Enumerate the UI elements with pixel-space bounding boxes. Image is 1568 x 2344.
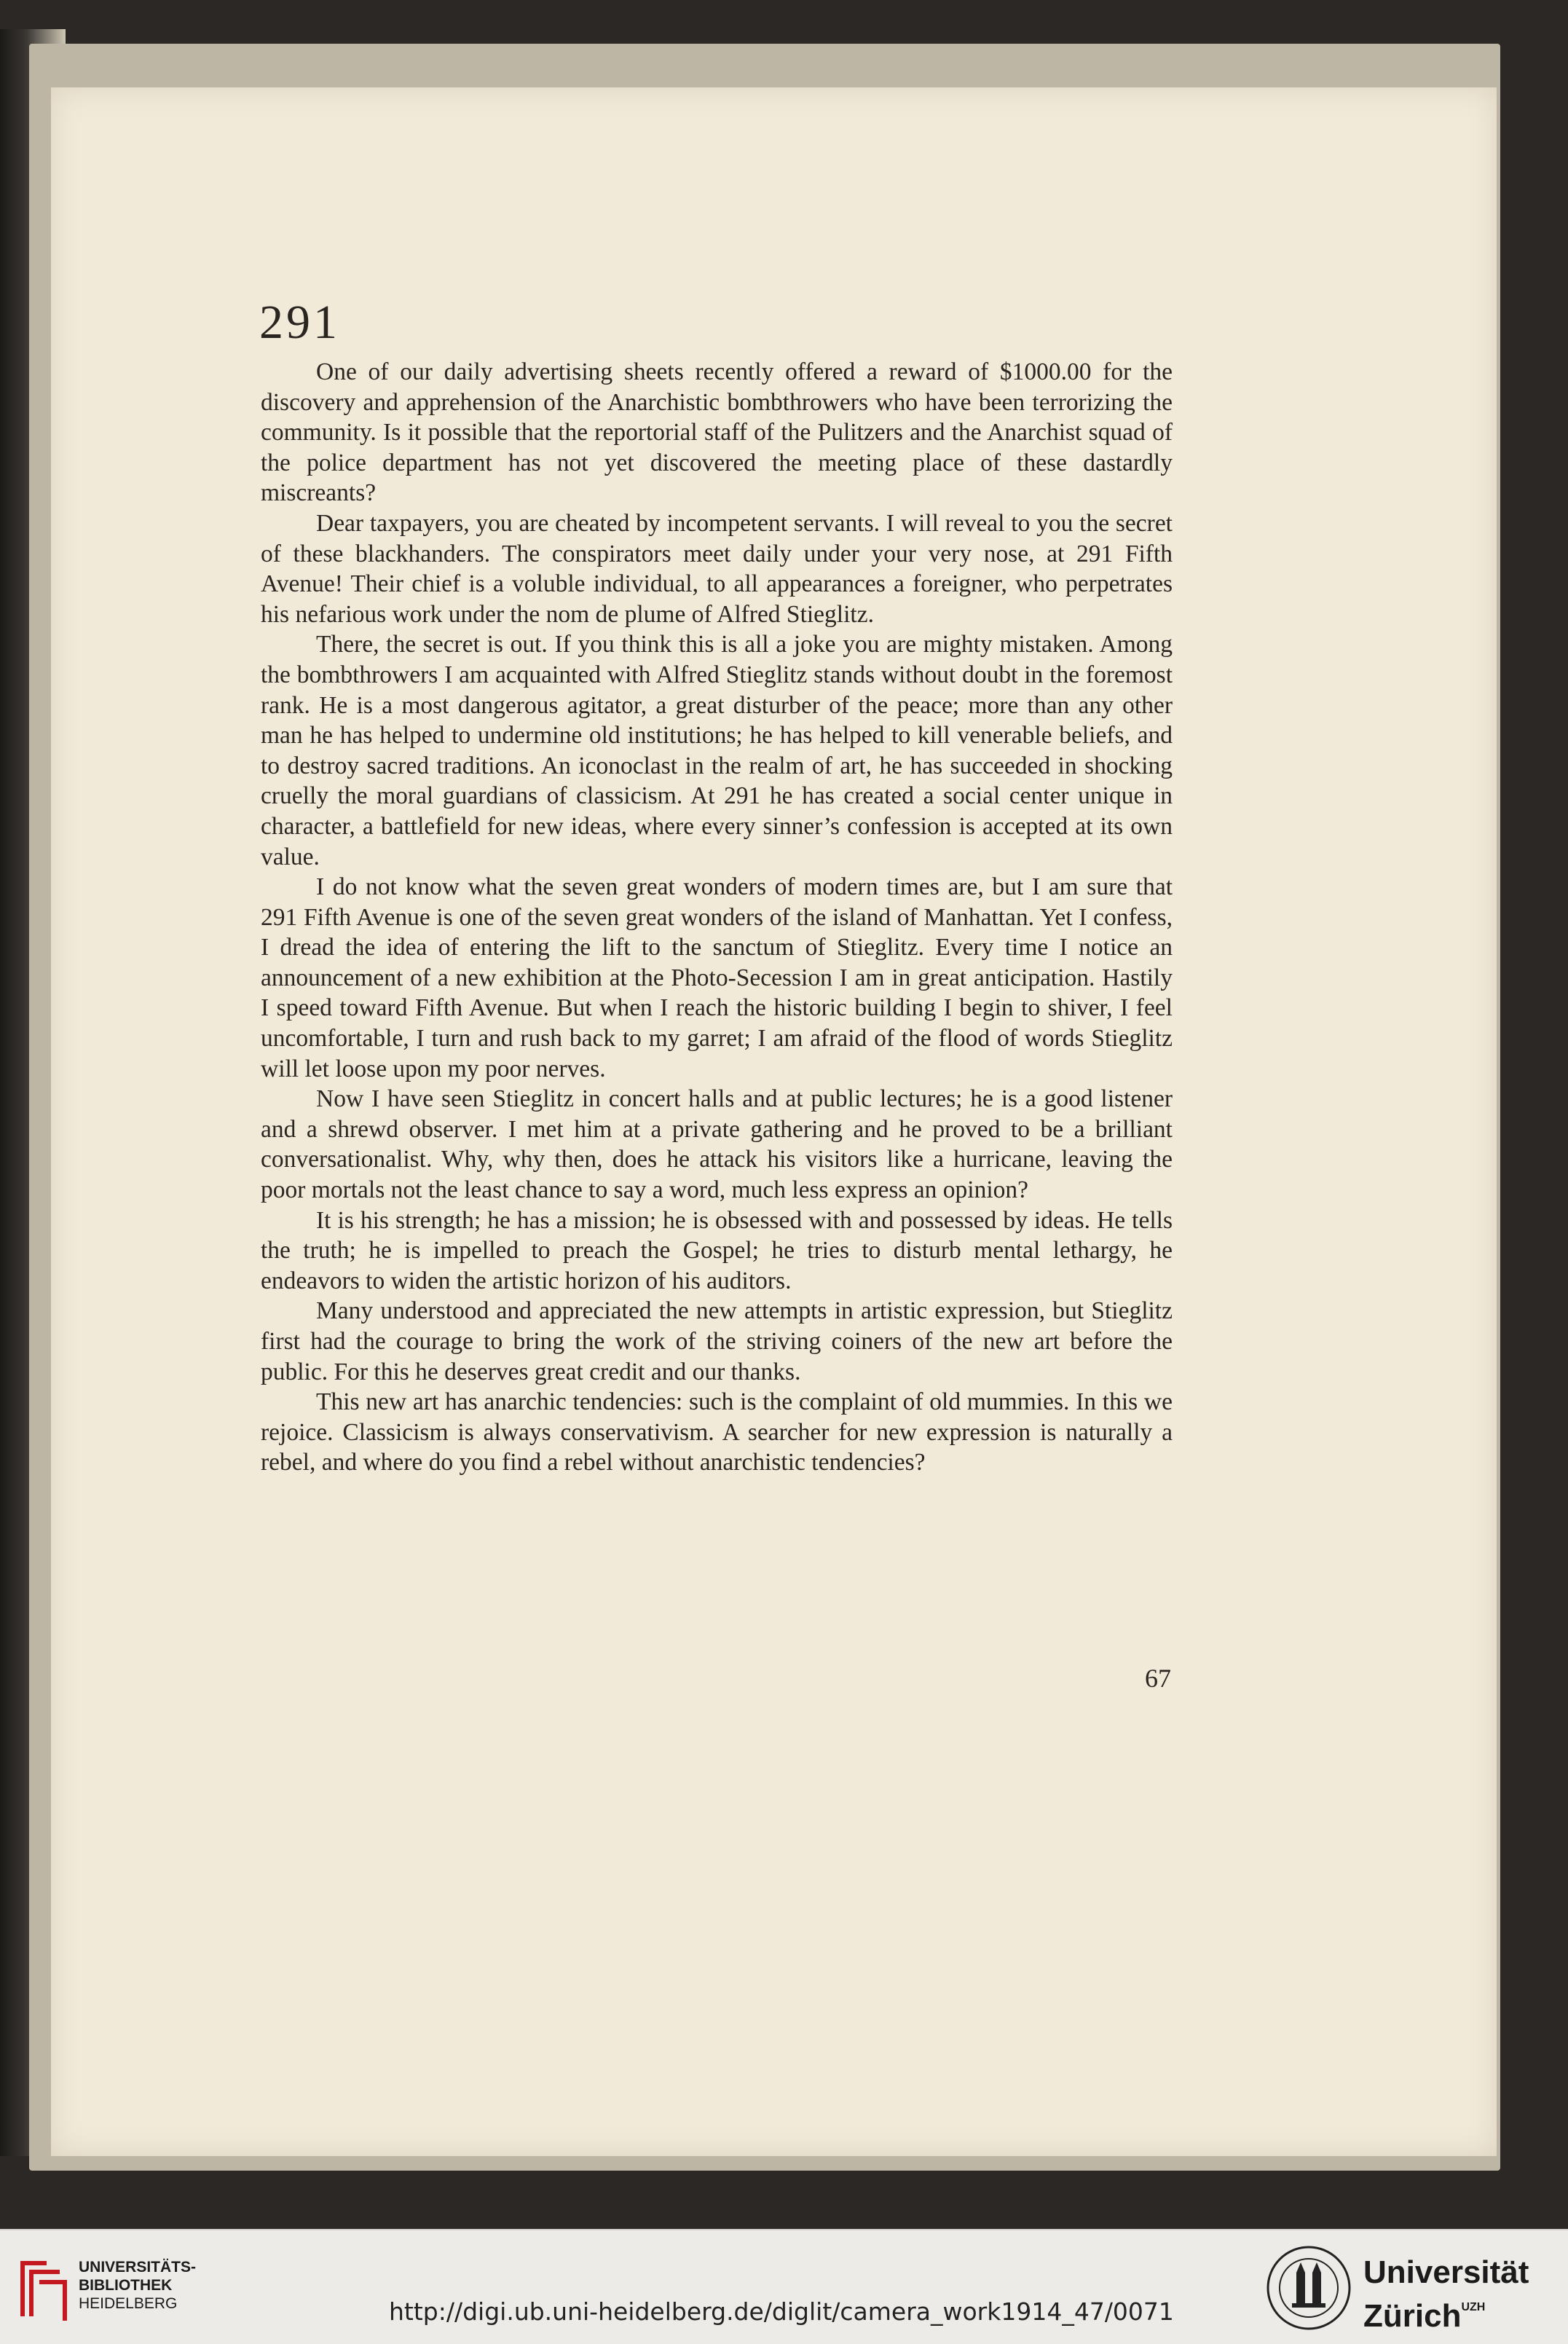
uzh-seal-icon[interactable] bbox=[1266, 2245, 1352, 2331]
paragraph: Now I have seen Stieglitz in concert halls and at public lectures; he is a good listener and a shrewd observer. I met him at a private gathering and he proved to be a brilliant conversationalist. Why, why then, does he attack his visitors like a hurricane, leaving the poor mortals not the least chance to say a word, much less express an opinion? bbox=[261, 1085, 1173, 1204]
paragraph: This new art has anarchic tendencies: such is the complaint of old mummies. In this we rejoice. Classicism is always conservativism. A searcher for new expression is naturally a rebel, and where do you find a rebel without anarchistic tendencies? bbox=[261, 1388, 1173, 1476]
uzh-name: Universität Zürich$^{UZH}$ bbox=[1363, 2254, 1529, 2334]
heidelberg-library-name: UNIVERSITÄTS- BIBLIOTHEK HEIDELBERG bbox=[79, 2259, 197, 2312]
paragraph: Dear taxpayers, you are cheated by incompetent servants. I will reveal to you the secret of these blackhanders. The conspirators meet daily under your very nose, at 291 Fifth Avenue! Their chief is a voluble individual, to all appearances a foreigner, who perpetrates his nefarious work under the nom de plume of Alfred Stieglitz. bbox=[261, 509, 1173, 628]
heidelberg-library-logo-icon[interactable] bbox=[17, 2255, 70, 2322]
paragraph: There, the secret is out. If you think this is all a joke you are mighty mistaken. Among the bombthrowers I am acquainted with Alfred Stieglitz stands without doubt in the foremost rank. He is a most dangerous agitator, a great disturber of the peace; more than any other man he has helped to undermine old institutions; he has helped to kill venerable beliefs, and to destroy sacred traditions. An iconoclast in the realm of art, he has succeeded in shocking cruelly the moral guardians of classicism. At 291 he has created a social center unique in character, a battlefield for new ideas, where every sinner’s confession is accepted at its own value. bbox=[261, 631, 1173, 870]
page-number: 67 bbox=[1145, 1664, 1171, 1693]
article-body bbox=[259, 296, 1173, 1478]
paragraph: I do not know what the seven great wonders of modern times are, but I am sure that 291 Fifth Avenue is one of the seven great wonders of the island of Manhattan. Yet I confess, I dread the idea of entering the lift to the sanctum of Stieglitz. Every time I notice an announcement of a new exhibition at the Photo-Secession I am in great anticipation. Hastily I speed toward Fifth Avenue. But when I reach the historic building I begin to shiver, I feel uncomfortable, I turn and rush back to my garret; I am afraid of the flood of words Stieglitz will let loose upon my poor nerves. bbox=[261, 873, 1173, 1082]
article-heading: 291 bbox=[259, 296, 340, 349]
paragraph: It is his strength; he has a mission; he is obsessed with and possessed by ideas. He tells the truth; he is impelled to preach the Gospel; he tries to disturb mental lethargy, he endeavors to widen the artistic horizon of his auditors. bbox=[261, 1206, 1173, 1294]
document-url[interactable]: http://digi.ub.uni-heidelberg.de/diglit/camera_work1914_47/0071 bbox=[389, 2297, 1174, 2326]
paragraph: Many understood and appreciated the new attempts in artistic expression, but Stieglitz first had the courage to bring the work of the striving coiners of the new art before the public. For this he deserves great credit and our thanks. bbox=[261, 1297, 1173, 1385]
viewer-footer bbox=[0, 2229, 1568, 2344]
paragraph: One of our daily advertising sheets recently offered a reward of $1000.00 for the discovery and apprehension of the Anarchistic bombthrowers who have been terrorizing the community. Is it possible that the reportorial staff of the Pulitzers and the Anarchist squad of the police department has not yet discovered the meeting place of these dastardly miscreants? bbox=[261, 358, 1173, 507]
